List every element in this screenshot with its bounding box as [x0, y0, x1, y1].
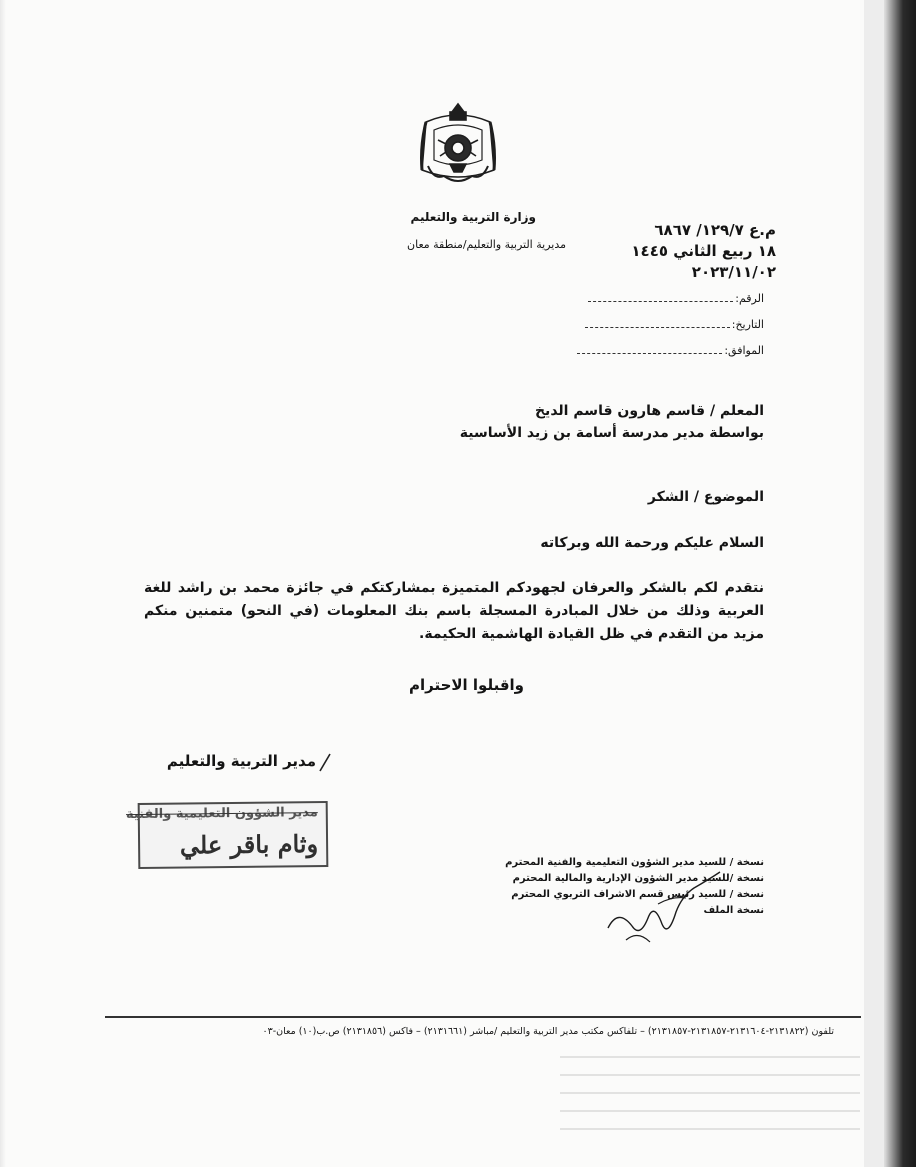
copy-line: نسخة الملف [703, 905, 764, 916]
signature-mark-icon [318, 752, 332, 772]
letter-body: نتقدم لكم بالشكر والعرفان لجهودكم المتميزة بمشاركتكم في جائزة محمد بن راشد للغة العربية وذلك من خلال المبادرة المسجلة باسم بنك المعلومات (في النحو) متمنين منكم مزيد من التقدم في ظل القيادة الهاشمية الحكيمة. [144, 580, 764, 642]
official-stamp [125, 801, 329, 869]
stamp-title: مدير الشؤون التعليمية والفنية [125, 805, 318, 823]
number-dotted-line [588, 300, 733, 302]
corresponding-field [577, 344, 764, 357]
handwritten-signature-icon [598, 868, 728, 948]
reference-number: م.ع ١٢٩/٧/ ٦٨٦٧ [654, 221, 776, 239]
ministry-name: وزارة التربية والتعليم [410, 210, 536, 224]
copy-line: نسخة / للسيد رئيس قسم الاشراف التربوي المحترم [511, 889, 764, 900]
corresponding-label: الموافق: [724, 344, 764, 357]
date-dotted-line [585, 326, 730, 328]
corresponding-dotted-line [577, 352, 722, 354]
reference-block [631, 220, 776, 283]
page-edge-shadow [0, 0, 6, 1167]
directorate-name: مديرية التربية والتعليم/منطقة معان [407, 238, 566, 251]
date-label: التاريخ: [731, 318, 764, 331]
recipient-block [460, 400, 764, 444]
scan-edge [864, 0, 916, 1167]
copy-line: نسخة /للسيد مدير الشؤون الإدارية والمالية المحترم [512, 873, 764, 884]
number-field [588, 292, 764, 305]
hijri-date: ١٨ ربيع الثاني ١٤٤٥ [631, 242, 776, 260]
copy-line: نسخة / للسيد مدير الشؤون التعليمية والفنية المحترم [505, 857, 764, 868]
subject-line: الموضوع / الشكر [647, 489, 764, 505]
number-label: الرقم: [735, 292, 764, 305]
signer-title: مدير التربية والتعليم [166, 752, 316, 770]
date-field [585, 318, 764, 331]
gregorian-date: ٢٠٢٣/١١/٠٢ [691, 263, 776, 281]
recipient-via: بواسطة مدير مدرسة أسامة بن زيد الأساسية [459, 425, 764, 441]
greeting-line: السلام عليكم ورحمة الله وبركاته [540, 535, 764, 551]
footer-divider [105, 1016, 861, 1018]
closing-line: واقبلوا الاحترام [408, 676, 524, 694]
jordan-coat-of-arms-icon [414, 100, 502, 192]
reverse-side-bleed [560, 1040, 860, 1160]
footer-contact: تلفون (٢١٣١٨٢٢-٢١٣١٦٠٤-٢١٣١٨٥٧-٢١٣١٨٥٧) – تلفاكس مكتب مدير التربية والتعليم /مباشر (٢١٣١٦٦١) – فاكس (٢١٣١٨٥٦) ص.ب(١٠) معان-٠٣ [262, 1026, 834, 1037]
recipient-name: المعلم / قاسم هارون قاسم الديخ [534, 403, 764, 419]
stamp-name: وثام باقر علي [179, 829, 319, 860]
